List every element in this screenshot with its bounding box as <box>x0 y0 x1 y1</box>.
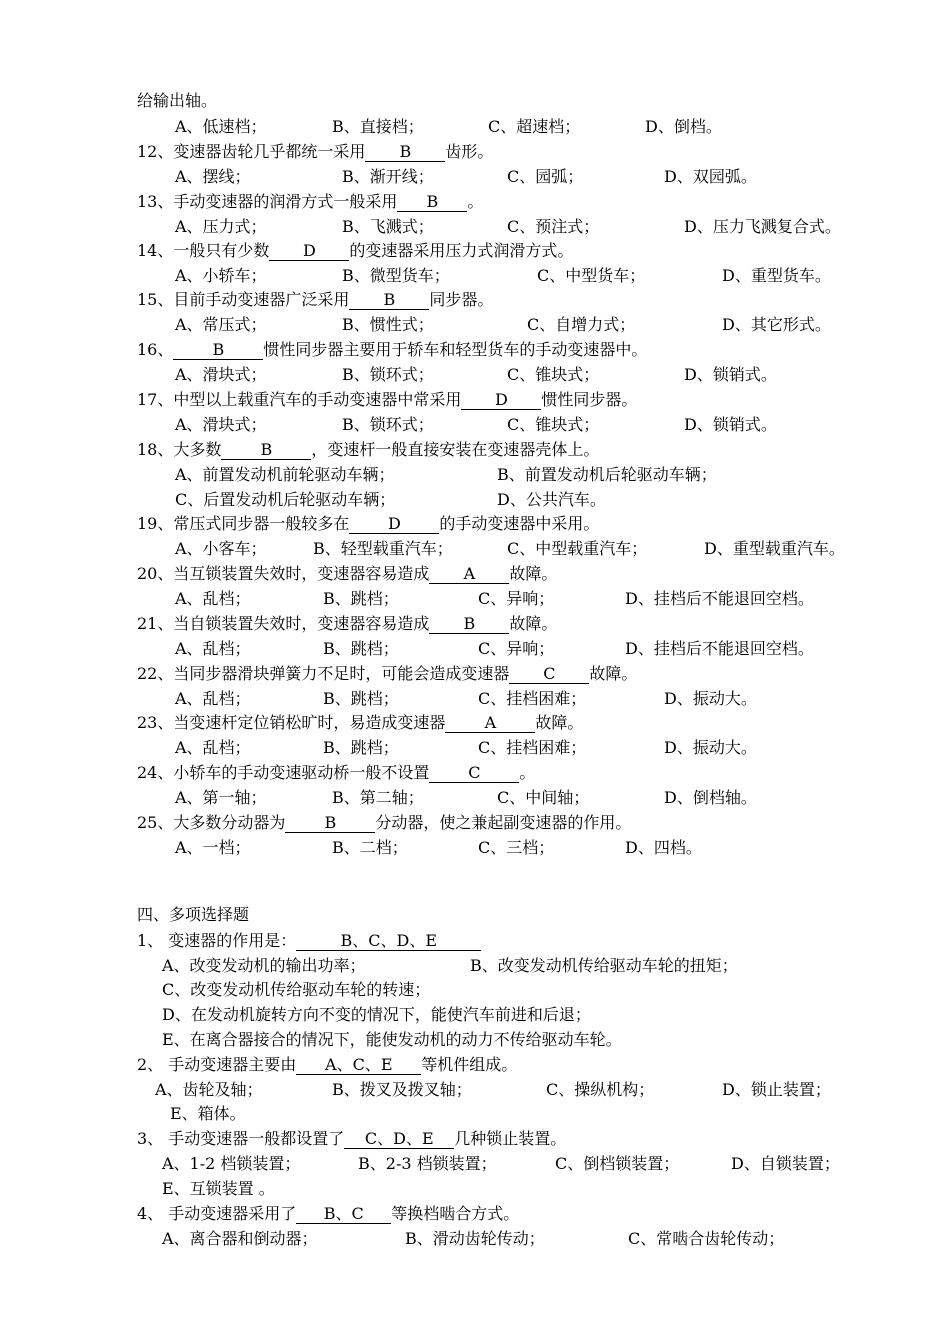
question-text: 14、一般只有少数 <box>137 241 270 260</box>
option-item: D、挂档后不能退回空档。 <box>625 589 814 608</box>
question-text: 。 <box>467 192 484 211</box>
option-item: B、直接档； <box>332 117 424 136</box>
option-item: A、一档； <box>175 838 251 857</box>
question-text: 12、变速器齿轮几乎都统一采用 <box>137 142 366 161</box>
option-item: C、倒档锁装置； <box>555 1154 680 1173</box>
answer-blank: D <box>461 391 541 410</box>
question-text: 17、中型以上载重汽车的手动变速器中常采用 <box>137 390 462 409</box>
option-item: C、挂档困难； <box>478 738 587 757</box>
option-item: D、倒档。 <box>645 117 722 136</box>
option-item: D、挂档后不能退回空档。 <box>625 639 814 658</box>
option-item: B、轻型载重汽车； <box>313 539 453 558</box>
answer-blank: C <box>429 764 519 783</box>
question-text: 故障。 <box>509 614 558 633</box>
option-item: A、滑块式； <box>175 415 267 434</box>
option-item: C、中型货车； <box>537 266 646 285</box>
option-item: C、后置发动机后轮驱动车辆； <box>175 490 396 509</box>
question-text: 给输出轴。 <box>137 91 218 110</box>
option-item: D、双园弧。 <box>664 167 757 186</box>
option-item: A、第一轴； <box>175 788 267 807</box>
question-text: ，变速杆一般直接安装在变速器壳体上。 <box>311 440 600 459</box>
text-line <box>137 1055 517 1075</box>
answer-blank: B <box>397 193 467 212</box>
option-item: B、滑动齿轮传动； <box>405 1229 545 1248</box>
question-text: 同步器。 <box>429 290 494 309</box>
option-item: C、中型载重汽车； <box>507 539 648 558</box>
text-line <box>137 142 493 162</box>
answer-blank: A、C、E <box>296 1056 421 1075</box>
option-item: C、挂档困难； <box>478 689 587 708</box>
option-item: B、锁环式； <box>342 365 434 384</box>
question-text: 。 <box>519 763 536 782</box>
option-item: D、其它形式。 <box>722 315 831 334</box>
text-line <box>137 1204 519 1224</box>
option-item: C、三档； <box>478 838 555 857</box>
option-item: A、摆线； <box>175 167 251 186</box>
option-item: A、1-2 档锁装置； <box>162 1154 301 1173</box>
answer-blank: C <box>509 665 589 684</box>
option-item: A、小轿车； <box>175 266 267 285</box>
option-item: D、倒档轴。 <box>664 788 757 807</box>
option-item: B、锁环式； <box>342 415 434 434</box>
answer-blank: B <box>429 615 509 634</box>
question-text: 故障。 <box>509 564 558 583</box>
option-item: A、乱档； <box>175 639 251 658</box>
text-line <box>137 664 637 684</box>
option-item: D、公共汽车。 <box>497 490 606 509</box>
text-line <box>137 241 573 261</box>
option-item: C、超速档； <box>488 117 581 136</box>
option-item: B、二档； <box>332 838 408 857</box>
question-text: 18、大多数 <box>137 440 222 459</box>
option-item: A、改变发动机的输出功率； <box>162 956 366 975</box>
question-text: 23、当变速杆定位销松旷时，易造成变速器 <box>137 713 446 732</box>
text-line <box>162 980 430 1000</box>
question-text: 20、当互锁装置失效时，变速器容易造成 <box>137 564 430 583</box>
option-item: C、自增力式； <box>527 315 636 334</box>
section-heading: 四、多项选择题 <box>137 905 250 924</box>
option-item: B、渐开线； <box>342 167 434 186</box>
text-line <box>170 1104 246 1124</box>
answer-blank: B <box>285 814 375 833</box>
option-item: B、飞溅式； <box>342 217 434 236</box>
answer-blank: B <box>349 291 429 310</box>
option-item: B、跳档； <box>323 639 399 658</box>
question-text: 等换档啮合方式。 <box>391 1204 520 1223</box>
option-item: A、前置发动机前轮驱动车辆； <box>175 465 395 484</box>
option-item: B、跳档； <box>323 738 399 757</box>
option-item: D、振动大。 <box>664 738 757 757</box>
option-item: D、重型载重汽车。 <box>704 539 845 558</box>
option-item: B、拨叉及拨叉轴； <box>332 1080 472 1099</box>
text-line <box>137 564 557 584</box>
question-text: 16、 <box>137 340 174 359</box>
question-text: 2、 手动变速器主要由 <box>137 1055 297 1074</box>
option-item: B、微型货车； <box>342 266 450 285</box>
answer-blank: B <box>173 341 263 360</box>
option-item: C、园弧； <box>507 167 584 186</box>
option-item: C、锥块式； <box>507 365 600 384</box>
question-text: 的变速器采用压力式润滑方式。 <box>349 241 574 260</box>
option-item: B、惯性式； <box>342 315 434 334</box>
answer-blank: B、C、D、E <box>296 932 481 951</box>
option-item: C、锥块式； <box>507 415 600 434</box>
answer-blank: A <box>445 714 535 733</box>
answer-blank: D <box>349 515 439 534</box>
text-line <box>162 1030 622 1050</box>
text-line <box>162 1005 591 1025</box>
option-item: D、锁止装置； <box>722 1080 831 1099</box>
question-text: 19、常压式同步器一般较多在 <box>137 514 350 533</box>
question-text: 3、 手动变速器一般都设置了 <box>137 1129 345 1148</box>
question-text: E、在离合器接合的情况下，能使发动机的动力不传给驱动车轮。 <box>162 1030 622 1049</box>
option-item: B、前置发动机后轮驱动车辆； <box>497 465 717 484</box>
text-line <box>137 290 493 310</box>
option-item: B、跳档； <box>323 689 399 708</box>
option-item: C、中间轴； <box>497 788 590 807</box>
text-line <box>137 813 631 833</box>
answer-blank: B <box>365 143 445 162</box>
option-item: A、乱档； <box>175 689 251 708</box>
text-line <box>137 905 249 925</box>
question-text: 4、 手动变速器采用了 <box>137 1204 297 1223</box>
answer-blank: B <box>221 441 311 460</box>
option-item: A、压力式； <box>175 217 267 236</box>
answer-blank: A <box>429 565 509 584</box>
question-text: 惯性同步器。 <box>541 390 638 409</box>
question-text: 13、手动变速器的润滑方式一般采用 <box>137 192 398 211</box>
answer-blank: B、C <box>296 1205 391 1224</box>
question-text: 等机件组成。 <box>421 1055 518 1074</box>
question-text: 故障。 <box>589 664 638 683</box>
answer-blank: C、D、E <box>344 1130 454 1149</box>
option-item: A、常压式； <box>175 315 267 334</box>
question-text: E、互锁装置 。 <box>162 1179 275 1198</box>
text-line <box>137 192 483 212</box>
question-text: 齿形。 <box>445 142 494 161</box>
question-text: C、改变发动机传给驱动车轮的转速； <box>162 980 431 999</box>
option-item: C、异响； <box>478 639 555 658</box>
question-text: 惯性同步器主要用于轿车和轻型货车的手动变速器中。 <box>263 340 648 359</box>
option-item: A、乱档； <box>175 589 251 608</box>
option-item: A、乱档； <box>175 738 251 757</box>
option-item: A、齿轮及轴； <box>155 1080 263 1099</box>
option-item: D、振动大。 <box>664 689 757 708</box>
answer-blank: D <box>269 242 349 261</box>
option-item: C、预注式； <box>507 217 600 236</box>
question-text: E、箱体。 <box>170 1104 246 1123</box>
option-item: D、重型货车。 <box>722 266 831 285</box>
question-text: 15、目前手动变速器广泛采用 <box>137 290 350 309</box>
option-item: B、跳档； <box>323 589 399 608</box>
option-item: A、离合器和倒动器； <box>162 1229 318 1248</box>
text-line <box>137 340 647 360</box>
option-item: D、压力飞溅复合式。 <box>684 217 841 236</box>
option-item: C、操纵机构； <box>546 1080 655 1099</box>
question-text: 分动器，使之兼起副变速器的作用。 <box>375 813 632 832</box>
question-text: 故障。 <box>535 713 584 732</box>
question-text: 22、当同步器滑块弹簧力不足时，可能会造成变速器 <box>137 664 510 683</box>
question-text: 几种锁止装置。 <box>454 1129 567 1148</box>
text-line <box>162 1179 275 1199</box>
option-item: C、常啮合齿轮传动； <box>628 1229 785 1248</box>
option-item: A、滑块式； <box>175 365 267 384</box>
text-line <box>137 390 637 410</box>
text-line <box>137 91 217 111</box>
text-line <box>137 1129 566 1149</box>
question-text: 的手动变速器中采用。 <box>439 514 600 533</box>
text-line <box>137 614 557 634</box>
option-item: A、小客车； <box>175 539 267 558</box>
question-text: 24、小轿车的手动变速驱动桥一般不设置 <box>137 763 430 782</box>
option-item: A、低速档； <box>175 117 267 136</box>
option-item: B、2-3 档锁装置； <box>358 1154 497 1173</box>
question-text: D、在发动机旋转方向不变的情况下，能使汽车前进和后退； <box>162 1005 591 1024</box>
option-item: D、四档。 <box>625 838 702 857</box>
question-text: 21、当自锁装置失效时，变速器容易造成 <box>137 614 430 633</box>
option-item: D、锁销式。 <box>684 365 777 384</box>
option-item: B、第二轴； <box>332 788 424 807</box>
text-line <box>137 514 599 534</box>
question-text: 25、大多数分动器为 <box>137 813 286 832</box>
option-item: D、自锁装置； <box>731 1154 840 1173</box>
option-item: C、异响； <box>478 589 555 608</box>
text-line <box>137 931 481 951</box>
text-line <box>137 713 583 733</box>
text-line <box>137 763 535 783</box>
option-item: D、锁销式。 <box>684 415 777 434</box>
option-item: B、改变发动机传给驱动车轮的扭矩； <box>470 956 738 975</box>
text-line <box>137 440 599 460</box>
question-text: 1、 变速器的作用是： <box>137 931 297 950</box>
